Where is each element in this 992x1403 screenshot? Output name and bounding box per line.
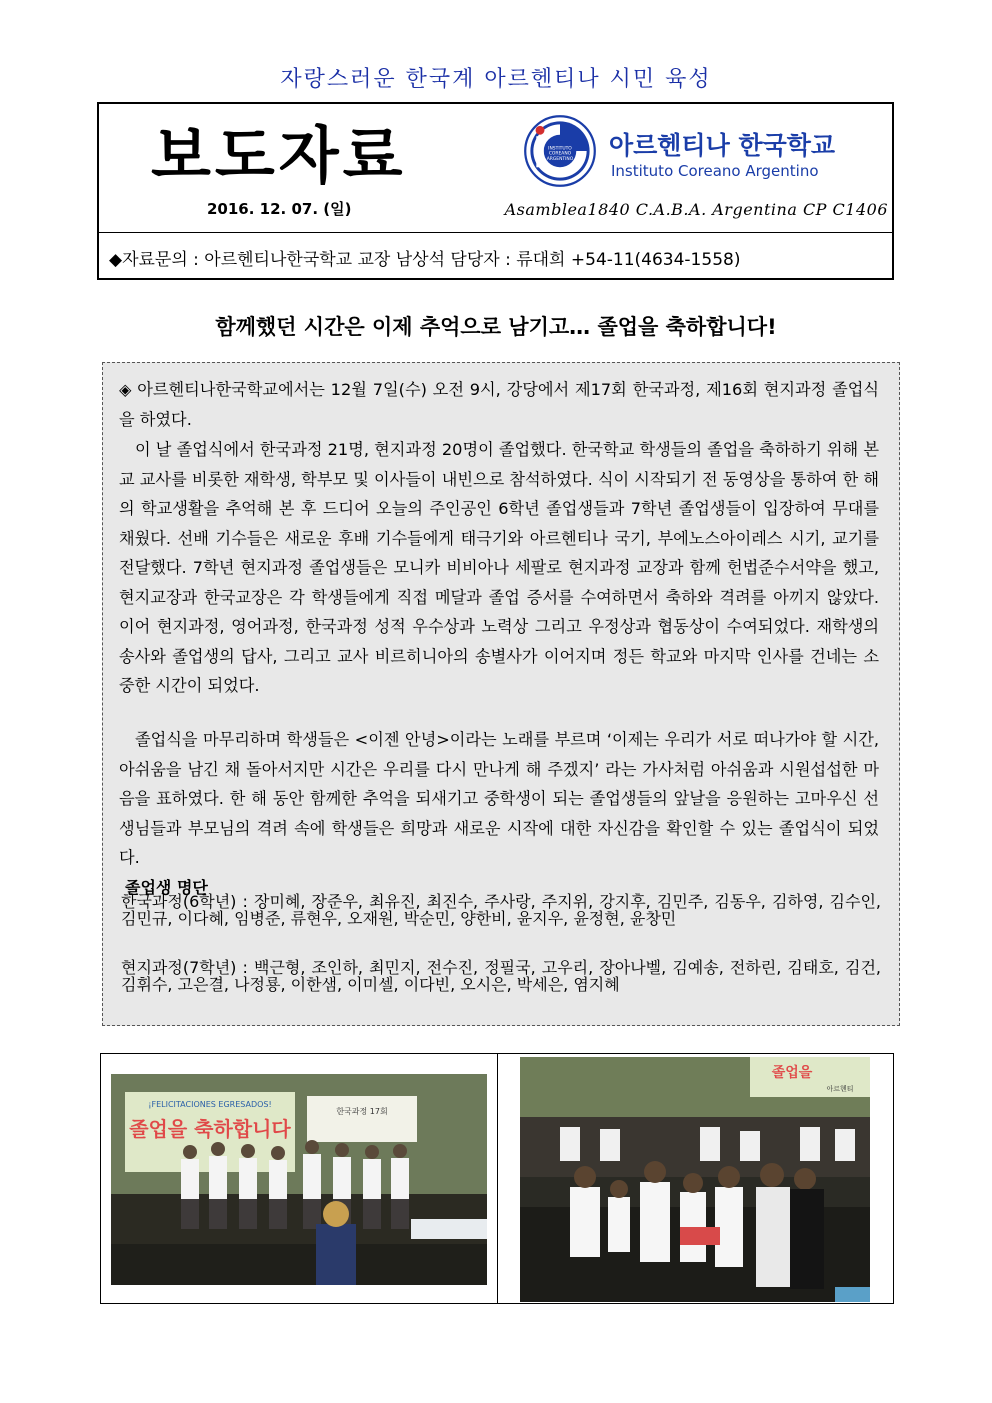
article-paragraph-1: ◈ 아르헨티나한국학교에서는 12월 7일(수) 오전 9시, 강당에서 제17회 한국과정, 제16회 현지과정 졸업식을 하였다.	[119, 380, 879, 429]
press-header	[97, 102, 894, 280]
stage-banner-text: ¡FELICITACIONES EGRESADOS!	[148, 1100, 272, 1109]
graduates-title: 졸업생 명단	[125, 878, 208, 897]
local-course-graduates: 현지과정(7학년) : 백근형, 조인하, 최민지, 전수진, 정필국, 고우리, 장아나벨, 김예송, 전하린, 김태호, 김건, 김휘수, 고은결, 나정룡, 이한샘, 이미셀, 이다빈, 오시은, 박세은, 염지혜	[121, 958, 881, 994]
article-paragraph-3: 졸업식을 마무리하며 학생들은 <이젠 안녕>이라는 노래를 부르며 ‘이제는 우리가 서로 떠나가야 할 시간, 아쉬움을 남긴 채 돌아서지만 시간은 우리를 다시 만나게 해 주겠지’ 라는 가사처럼 아쉬움과 시원섭섭한 마음을 표하였다. 한 해 동안 함께한 추억을 되새기고 중학생이 되는 졸업생들의 앞날을 응원하는 고마우신 선생님들과 부모님의 격려 속에 학생들은 희망과 새로운 시작에 대한 자신감을 확인할 수 있는 졸업식이 되었다.	[119, 730, 879, 867]
svg-text:ARGENTINO: ARGENTINO	[546, 156, 574, 162]
photo-table	[100, 1053, 894, 1304]
stage-slogan-text: 졸업을 축하합니다	[129, 1117, 291, 1141]
article-paragraph-2: 이 날 졸업식에서 한국과정 21명, 현지과정 20명이 졸업했다. 한국학교 학생들의 졸업을 축하하기 위해 본교 교사를 비롯한 재학생, 학부모 및 이사들이 내빈으로 참석하였다. 식이 시작되기 전 동영상을 통하여 한 해의 학교생활을 추억해 본 후 드디어 오늘의 주인공인 6학년 졸업생들과 7학년 졸업생들이 입장하여 무대를 채웠다. 선배 기수들은 새로운 후배 기수들에게 태극기와 아르헨티나 국기, 부에노스아이레스 시기, 교기를 전달했다. 7학년 현지과정 졸업생들은 모니카 비비아나 세팔로 현지과정 교장과 함께 헌법준수서약을 했고, 현지교장과 한국교장은 각 학생들에게 직접 메달과 졸업 증서를 수여하면서 축하와 격려를 아끼지 않았다. 이어 현지과정, 영어과정, 한국과정 성적 우수상과 노력상 그리고 우정상과 협동상이 수여되었다. 재학생의 송사와 졸업생의 답사, 그리고 교사 비르히니아의 송별사가 이어지며 정든 학교와 마지막 인사를 건네는 소중한 시간이 되었다.	[119, 440, 879, 695]
article-box	[102, 362, 900, 1026]
svg-text:COREANO: COREANO	[548, 151, 572, 157]
photo-divider	[497, 1054, 498, 1303]
svg-text:INSTITUTO: INSTITUTO	[548, 146, 572, 152]
stage-sign-text: 한국과정 17회	[336, 1107, 388, 1116]
hall-sign-text: 아르헨티	[826, 1085, 854, 1093]
page-title: 보도자료	[151, 119, 407, 192]
hall-banner-text: 졸업을	[771, 1065, 813, 1081]
school-name-es: Instituto Coreano Argentino	[611, 162, 819, 180]
school-address: Asamblea1840 C.A.B.A. Argentina CP C1406	[504, 200, 888, 219]
contact-row	[99, 232, 892, 279]
graduation-stage-photo	[111, 1074, 487, 1285]
school-logo-icon	[523, 114, 597, 188]
header-top	[99, 104, 892, 232]
contact-info: ◆자료문의 : 아르헨티나한국학교 교장 남상석 담당자 : 류대희 +54-11(4634-1558)	[109, 250, 741, 270]
release-date: 2016. 12. 07. (일)	[207, 200, 352, 218]
graduates-with-teachers-photo	[520, 1057, 870, 1302]
school-name-ko: 아르헨티나 한국학교	[609, 131, 836, 160]
korean-course-graduates: 한국과정(6학년) : 장미혜, 장준우, 최유진, 최진수, 주사랑, 주지위, 강지후, 김민주, 김동우, 김하영, 김수인, 김민규, 이다혜, 임병준, 류현우, 오재원, 박순민, 양한비, 윤지우, 윤정현, 윤창민	[121, 892, 881, 928]
headline: 함께했던 시간은 이제 추억으로 남기고… 졸업을 축하합니다!	[215, 315, 777, 339]
motto: 자랑스러운 한국계 아르헨티나 시민 육성	[280, 67, 712, 92]
